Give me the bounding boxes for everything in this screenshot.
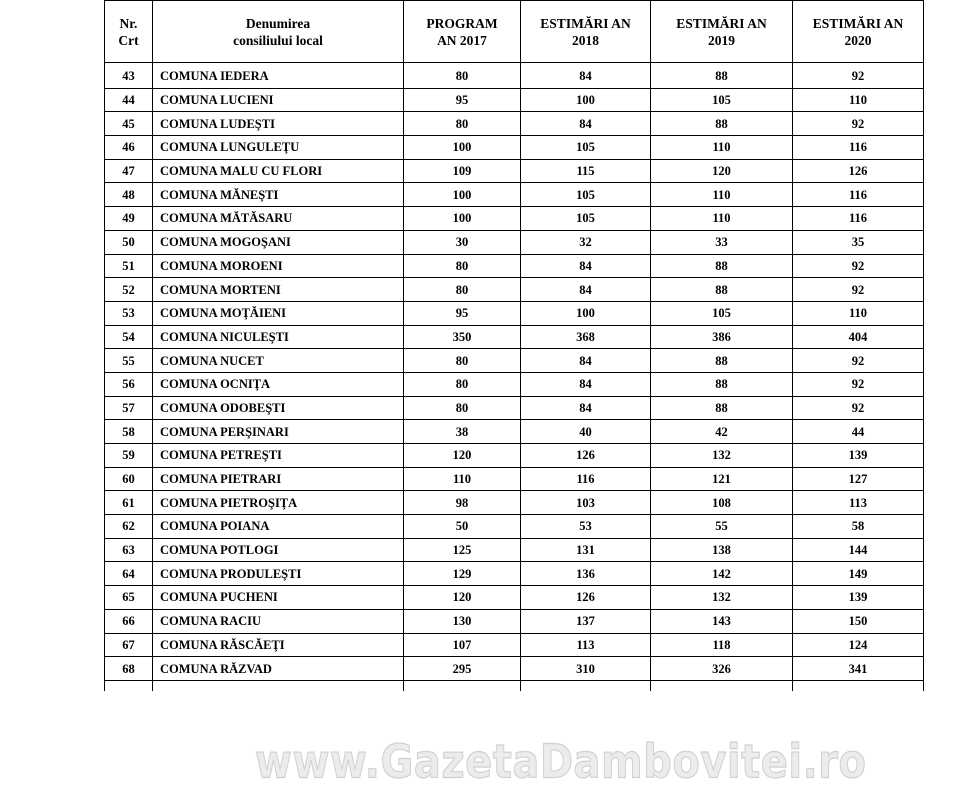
row-value-2020: 150: [793, 609, 924, 633]
row-value-2017: 129: [404, 562, 521, 586]
header-nr: [105, 1, 153, 63]
row-value-2017: 80: [404, 63, 521, 89]
row-value-2017: 100: [404, 207, 521, 231]
row-name: COMUNA MĂNEŞTI: [153, 183, 404, 207]
row-name: COMUNA PUCHENI: [153, 586, 404, 610]
row-value-2020: 92: [793, 349, 924, 373]
row-value-2019: 120: [651, 159, 793, 183]
row-value-2018: 84: [521, 278, 651, 302]
table-row: [105, 444, 924, 468]
row-value-2019: 88: [651, 349, 793, 373]
table-row: [105, 538, 924, 562]
row-value-2019: 88: [651, 112, 793, 136]
row-value-2020: 144: [793, 538, 924, 562]
header-2017-line1: PROGRAM: [426, 15, 498, 31]
row-value-2017: 120: [404, 586, 521, 610]
row-value-2019: 88: [651, 254, 793, 278]
header-2020: [793, 1, 924, 63]
table-row: [105, 230, 924, 254]
row-nr: 61: [105, 491, 153, 515]
row-value-2018: 105: [521, 136, 651, 160]
row-value-2019: 386: [651, 325, 793, 349]
row-value-2019: 138: [651, 538, 793, 562]
row-nr: 59: [105, 444, 153, 468]
cutoff-cell: [793, 680, 924, 691]
row-name: COMUNA POIANA: [153, 515, 404, 539]
table-row: [105, 183, 924, 207]
row-value-2018: 103: [521, 491, 651, 515]
row-value-2018: 126: [521, 444, 651, 468]
row-value-2019: 326: [651, 657, 793, 681]
row-value-2020: 404: [793, 325, 924, 349]
header-2019-line2: 2019: [708, 32, 735, 48]
cutoff-cell: [153, 680, 404, 691]
row-value-2018: 100: [521, 88, 651, 112]
row-name: COMUNA NICULEŞTI: [153, 325, 404, 349]
row-nr: 67: [105, 633, 153, 657]
row-value-2017: 120: [404, 444, 521, 468]
table-header-row: [105, 1, 924, 63]
row-value-2020: 92: [793, 112, 924, 136]
row-value-2018: 115: [521, 159, 651, 183]
table-row: [105, 254, 924, 278]
row-value-2019: 110: [651, 183, 793, 207]
row-nr: 54: [105, 325, 153, 349]
table-row: [105, 491, 924, 515]
table-row: [105, 609, 924, 633]
cutoff-cell: [105, 680, 153, 691]
row-value-2019: 132: [651, 586, 793, 610]
table-row: [105, 349, 924, 373]
table-row: [105, 467, 924, 491]
table-row: [105, 515, 924, 539]
row-name: COMUNA IEDERA: [153, 63, 404, 89]
table-row: [105, 278, 924, 302]
row-nr: 60: [105, 467, 153, 491]
row-nr: 65: [105, 586, 153, 610]
table-row: [105, 159, 924, 183]
header-nr-line1: Nr.: [119, 15, 138, 31]
row-nr: 56: [105, 372, 153, 396]
row-value-2020: 341: [793, 657, 924, 681]
header-2019-line1: ESTIMĂRI AN: [676, 15, 767, 31]
row-name: COMUNA PIETROŞIŢA: [153, 491, 404, 515]
row-value-2018: 137: [521, 609, 651, 633]
row-value-2018: 84: [521, 112, 651, 136]
row-value-2019: 88: [651, 396, 793, 420]
row-name: COMUNA RACIU: [153, 609, 404, 633]
row-name: COMUNA MOGOŞANI: [153, 230, 404, 254]
row-value-2017: 130: [404, 609, 521, 633]
table-row: [105, 586, 924, 610]
row-nr: 64: [105, 562, 153, 586]
cutoff-cell: [404, 680, 521, 691]
header-name: [153, 1, 404, 63]
row-value-2017: 38: [404, 420, 521, 444]
table-row: [105, 112, 924, 136]
row-nr: 52: [105, 278, 153, 302]
row-nr: 57: [105, 396, 153, 420]
row-value-2018: 136: [521, 562, 651, 586]
header-name-line2: consiliului local: [233, 32, 323, 48]
row-value-2019: 110: [651, 136, 793, 160]
row-name: COMUNA MORTENI: [153, 278, 404, 302]
row-value-2019: 142: [651, 562, 793, 586]
row-value-2018: 84: [521, 396, 651, 420]
row-value-2020: 116: [793, 207, 924, 231]
row-value-2019: 143: [651, 609, 793, 633]
header-2017: [404, 1, 521, 63]
row-nr: 63: [105, 538, 153, 562]
row-value-2019: 105: [651, 88, 793, 112]
table-row: [105, 301, 924, 325]
row-value-2019: 88: [651, 372, 793, 396]
header-name-line1: Denumirea: [245, 15, 311, 31]
row-value-2019: 108: [651, 491, 793, 515]
row-value-2020: 116: [793, 183, 924, 207]
table-row: [105, 657, 924, 681]
row-value-2018: 40: [521, 420, 651, 444]
row-nr: 46: [105, 136, 153, 160]
row-value-2020: 92: [793, 372, 924, 396]
row-name: COMUNA POTLOGI: [153, 538, 404, 562]
row-value-2017: 350: [404, 325, 521, 349]
row-name: COMUNA PETREŞTI: [153, 444, 404, 468]
row-nr: 47: [105, 159, 153, 183]
row-value-2017: 80: [404, 254, 521, 278]
row-name: COMUNA OCNIŢA: [153, 372, 404, 396]
row-value-2020: 110: [793, 88, 924, 112]
row-value-2020: 149: [793, 562, 924, 586]
row-name: COMUNA LUDEŞTI: [153, 112, 404, 136]
header-2018: [521, 1, 651, 63]
row-nr: 50: [105, 230, 153, 254]
row-value-2019: 55: [651, 515, 793, 539]
row-value-2020: 92: [793, 278, 924, 302]
table-row: [105, 633, 924, 657]
row-nr: 55: [105, 349, 153, 373]
row-nr: 45: [105, 112, 153, 136]
row-value-2018: 116: [521, 467, 651, 491]
row-value-2018: 113: [521, 633, 651, 657]
row-value-2017: 30: [404, 230, 521, 254]
row-value-2017: 295: [404, 657, 521, 681]
cutoff-cell: [651, 680, 793, 691]
row-name: COMUNA RĂSCĂEŢI: [153, 633, 404, 657]
row-value-2020: 44: [793, 420, 924, 444]
row-value-2020: 126: [793, 159, 924, 183]
row-value-2018: 84: [521, 349, 651, 373]
row-value-2020: 124: [793, 633, 924, 657]
row-value-2020: 92: [793, 254, 924, 278]
row-value-2020: 110: [793, 301, 924, 325]
row-value-2019: 105: [651, 301, 793, 325]
row-nr: 51: [105, 254, 153, 278]
row-value-2017: 109: [404, 159, 521, 183]
row-value-2017: 100: [404, 136, 521, 160]
row-value-2019: 110: [651, 207, 793, 231]
table-row: [105, 420, 924, 444]
row-nr: 53: [105, 301, 153, 325]
row-value-2020: 113: [793, 491, 924, 515]
header-2018-line1: ESTIMĂRI AN: [540, 15, 631, 31]
row-value-2019: 33: [651, 230, 793, 254]
row-value-2019: 88: [651, 278, 793, 302]
row-value-2019: 88: [651, 63, 793, 89]
row-name: COMUNA PERŞINARI: [153, 420, 404, 444]
row-value-2017: 95: [404, 88, 521, 112]
row-name: COMUNA ODOBEŞTI: [153, 396, 404, 420]
row-value-2020: 139: [793, 586, 924, 610]
row-nr: 48: [105, 183, 153, 207]
row-value-2017: 110: [404, 467, 521, 491]
row-value-2018: 32: [521, 230, 651, 254]
row-value-2017: 100: [404, 183, 521, 207]
row-value-2017: 107: [404, 633, 521, 657]
row-name: COMUNA MĂTĂSARU: [153, 207, 404, 231]
table-row: [105, 372, 924, 396]
row-value-2018: 100: [521, 301, 651, 325]
header-2020-line1: ESTIMĂRI AN: [812, 15, 904, 31]
row-value-2020: 116: [793, 136, 924, 160]
row-value-2017: 80: [404, 112, 521, 136]
row-name: COMUNA MALU CU FLORI: [153, 159, 404, 183]
row-name: COMUNA MOŢĂIENI: [153, 301, 404, 325]
row-nr: 58: [105, 420, 153, 444]
table-row: [105, 562, 924, 586]
row-name: COMUNA RĂZVAD: [153, 657, 404, 681]
row-name: COMUNA PIETRARI: [153, 467, 404, 491]
row-name: COMUNA MOROENI: [153, 254, 404, 278]
row-value-2018: 105: [521, 183, 651, 207]
table-row-cutoff: [105, 680, 924, 691]
row-value-2018: 126: [521, 586, 651, 610]
row-value-2018: 131: [521, 538, 651, 562]
header-2020-line2: 2020: [844, 32, 872, 48]
table-row: [105, 325, 924, 349]
row-value-2017: 80: [404, 396, 521, 420]
row-name: COMUNA LUCIENI: [153, 88, 404, 112]
row-value-2018: 84: [521, 254, 651, 278]
row-value-2017: 98: [404, 491, 521, 515]
table-row: [105, 396, 924, 420]
header-2018-line2: 2018: [572, 32, 599, 48]
row-value-2020: 35: [793, 230, 924, 254]
row-name: COMUNA PRODULEŞTI: [153, 562, 404, 586]
row-nr: 44: [105, 88, 153, 112]
document-table-container: [104, 0, 924, 691]
row-value-2019: 121: [651, 467, 793, 491]
row-value-2017: 50: [404, 515, 521, 539]
row-value-2019: 132: [651, 444, 793, 468]
row-value-2020: 92: [793, 63, 924, 89]
row-value-2017: 95: [404, 301, 521, 325]
row-value-2017: 80: [404, 372, 521, 396]
table-row: [105, 136, 924, 160]
cutoff-cell: [521, 680, 651, 691]
row-value-2019: 118: [651, 633, 793, 657]
row-value-2020: 139: [793, 444, 924, 468]
row-value-2018: 84: [521, 372, 651, 396]
table-row: [105, 63, 924, 89]
header-2019: [651, 1, 793, 63]
row-value-2018: 84: [521, 63, 651, 89]
row-value-2017: 80: [404, 278, 521, 302]
table-row: [105, 207, 924, 231]
row-nr: 62: [105, 515, 153, 539]
row-value-2018: 105: [521, 207, 651, 231]
row-nr: 43: [105, 63, 153, 89]
row-value-2019: 42: [651, 420, 793, 444]
header-2017-line2: AN 2017: [437, 32, 487, 48]
row-value-2018: 368: [521, 325, 651, 349]
row-value-2020: 127: [793, 467, 924, 491]
row-nr: 66: [105, 609, 153, 633]
row-value-2017: 125: [404, 538, 521, 562]
row-name: COMUNA NUCET: [153, 349, 404, 373]
table-body: [105, 63, 924, 691]
row-nr: 49: [105, 207, 153, 231]
row-name: COMUNA LUNGULEŢU: [153, 136, 404, 160]
row-nr: 68: [105, 657, 153, 681]
watermark-text: www.GazetaDambovitei.ro: [255, 736, 867, 789]
row-value-2018: 310: [521, 657, 651, 681]
row-value-2018: 53: [521, 515, 651, 539]
row-value-2020: 58: [793, 515, 924, 539]
row-value-2020: 92: [793, 396, 924, 420]
budget-table: [104, 0, 924, 691]
table-row: [105, 88, 924, 112]
header-nr-line2: Crt: [118, 32, 139, 48]
row-value-2017: 80: [404, 349, 521, 373]
